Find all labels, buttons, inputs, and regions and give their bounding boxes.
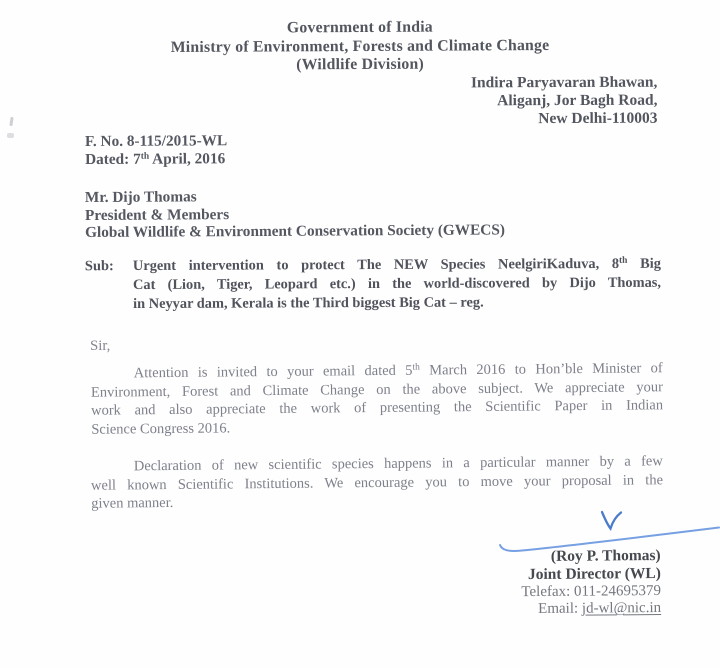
letterhead-division-line: (Wildlife Division) (296, 55, 424, 74)
signatory-designation: Joint Director (WL) (528, 564, 662, 583)
body-line: Attention is invited to your email dated 5th March 2016 to Hon’ble Minister of (133, 360, 663, 382)
sender-address-line: Aliganj, Jor Bagh Road, (496, 91, 658, 110)
subject-line: in Neyyar dam, Kerala is the Third biggest Big Cat – reg. (133, 294, 484, 313)
ordinal-superscript: th (140, 151, 150, 162)
telefax-label: Telefax: (521, 583, 575, 600)
date-text: April, 2016 (149, 150, 226, 168)
email-line (522, 600, 662, 619)
letterhead-government-line: Government of India (286, 18, 433, 37)
file-number: F. No. 8-115/2015-WL (84, 132, 228, 151)
date-text: Dated: 7 (85, 150, 141, 169)
recipient-block (85, 186, 505, 242)
salutation: Sir, (90, 338, 111, 354)
signatory-name: (Roy P. Thomas) (551, 547, 662, 565)
telefax-number: 011-24695379 (574, 582, 662, 600)
sender-address-block (470, 74, 657, 128)
subject-line: Cat (Lion, Tiger, Leopard etc.) in the world-discovered by Dijo Thomas, (132, 274, 662, 294)
signature-block (521, 547, 661, 619)
sender-address-line: Indira Paryavaran Bhawan, (470, 73, 657, 92)
subject-line: Urgent intervention to protect The NEW Species NeelgiriKaduva, 8th Big (132, 255, 661, 275)
letterhead-ministry-line: Ministry of Environment, Forests and Climate Change (170, 36, 550, 56)
body-line: given manner. (91, 495, 174, 512)
subject-block (85, 255, 661, 315)
subject-label: Sub: (84, 258, 114, 275)
letter-date (85, 150, 227, 169)
email-label: Email: (538, 600, 583, 618)
scan-artifact (7, 133, 14, 138)
letterhead (0, 17, 720, 77)
body-line: well known Scientific Institutions. We encourage you to move your proposal in the (90, 471, 664, 494)
subject-text (133, 255, 661, 314)
ordinal-superscript: th (618, 255, 628, 266)
recipient-title: President & Members (84, 205, 230, 224)
body-line: Environment, Forest and Climate Change on the above subject. We appreciate your (90, 378, 663, 401)
body-line: work and also appreciate the work of presenting the Scientific Paper in Indian (91, 397, 664, 419)
body-paragraph-1 (91, 359, 664, 439)
signature-check-mark (602, 512, 621, 529)
ordinal-superscript: th (412, 362, 420, 373)
recipient-organization: Global Wildlife & Environment Conservation Society (GWECS) (85, 221, 505, 242)
reference-block (85, 132, 227, 169)
sender-address-line: New Delhi-110003 (537, 109, 658, 127)
body-line: Science Congress 2016. (91, 420, 231, 438)
recipient-name: Mr. Dijo Thomas (84, 188, 197, 207)
body-line: Declaration of new scientific species happens in a particular manner by a few (133, 453, 663, 475)
email-address: jd-wl@nic.in (582, 600, 662, 617)
telefax-line (522, 583, 662, 602)
scan-artifact (9, 117, 13, 126)
